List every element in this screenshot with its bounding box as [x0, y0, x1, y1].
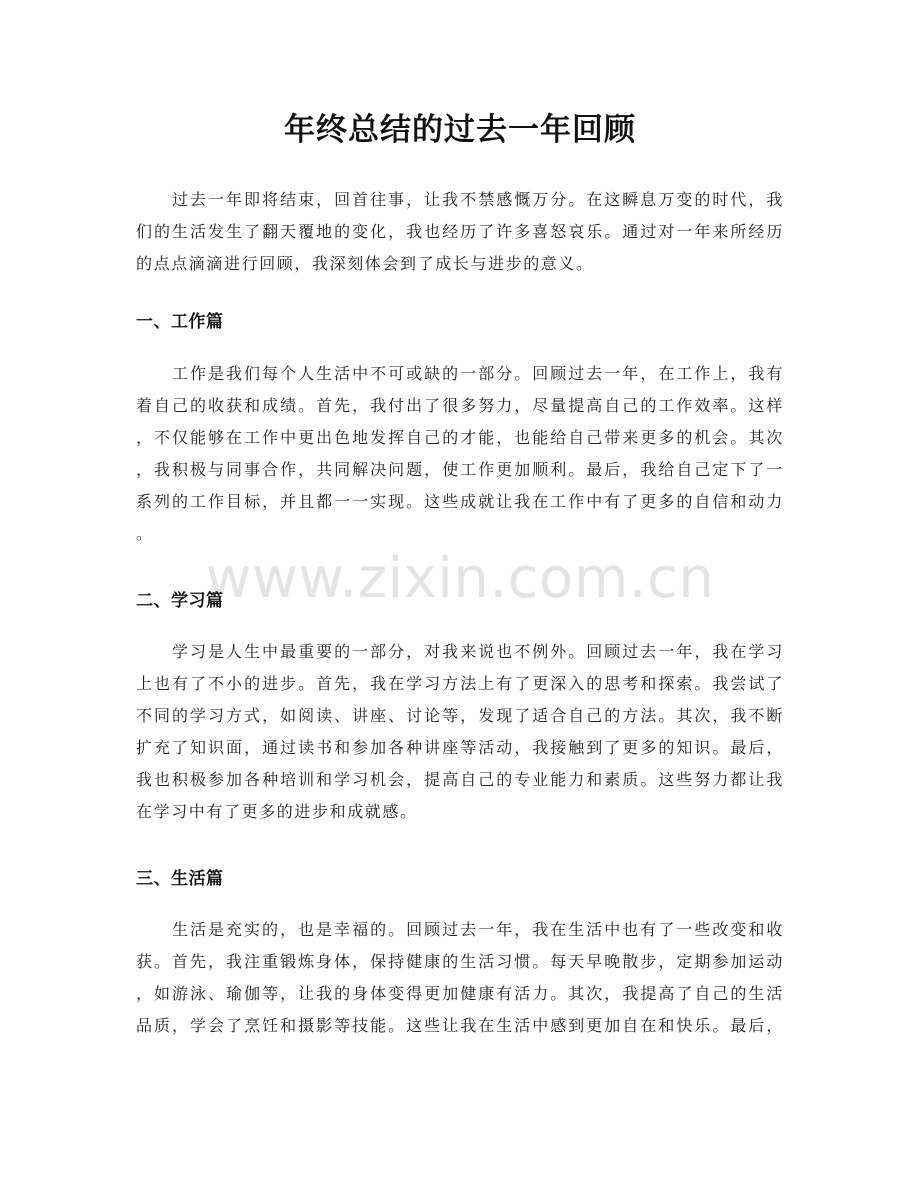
section-heading-life: 三、生活篇 [136, 869, 224, 889]
paragraph-line: 工作是我们每个人生活中不可或缺的一部分。回顾过去一年，在工作上，我有 [172, 364, 784, 383]
paragraph-line: 系列的工作目标，并且都一一实现。这些成就让我在工作中有了更多的自信和动力 [136, 492, 784, 511]
section-paragraph-work [136, 358, 784, 550]
watermark: www.zixin.com.cn [205, 546, 715, 611]
section-heading-study: 二、学习篇 [136, 591, 224, 611]
paragraph-line: 在学习中有了更多的进步和成就感。 [136, 802, 418, 821]
paragraph-line: 。 [136, 524, 154, 543]
paragraph-line: 学习是人生中最重要的一部分，对我来说也不例外。回顾过去一年，我在学习 [172, 642, 784, 661]
paragraph-line: 着自己的收获和成绩。首先，我付出了很多努力，尽量提高自己的工作效率。这样 [136, 396, 784, 415]
intro-paragraph [136, 184, 784, 280]
paragraph-line: ，如游泳、瑜伽等，让我的身体变得更加健康有活力。其次，我提高了自己的生活 [136, 984, 784, 1003]
section-paragraph-life [136, 914, 784, 1042]
section-paragraph-study [136, 636, 784, 828]
paragraph-line: ，不仅能够在工作中更出色地发挥自己的才能，也能给自己带来更多的机会。其次 [136, 428, 784, 447]
paragraph-line: 我也积极参加各种培训和学习机会，提高自己的专业能力和素质。这些努力都让我 [136, 770, 784, 789]
paragraph-line: 生活是充实的，也是幸福的。回顾过去一年，我在生活中也有了一些改变和收 [172, 920, 784, 939]
paragraph-line: 上也有了不小的进步。首先，我在学习方法上有了更深入的思考和探索。我尝试了 [136, 674, 784, 693]
paragraph-line: 的点点滴滴进行回顾，我深刻体会到了成长与进步的意义。 [136, 254, 594, 273]
paragraph-line: 不同的学习方式，如阅读、讲座、讨论等，发现了适合自己的方法。其次，我不断 [136, 706, 784, 725]
paragraph-line: 获。首先，我注重锻炼身体，保持健康的生活习惯。每天早晚散步，定期参加运动 [136, 952, 784, 971]
section-heading-work: 一、工作篇 [136, 312, 224, 332]
paragraph-line: 们的生活发生了翻天覆地的变化，我也经历了许多喜怒哀乐。通过对一年来所经历 [136, 222, 784, 241]
document-title: 年终总结的过去一年回顾 [284, 112, 636, 148]
paragraph-line: ，我积极与同事合作，共同解决问题，使工作更加顺利。最后，我给自己定下了一 [136, 460, 784, 479]
paragraph-line: 品质，学会了烹饪和摄影等技能。这些让我在生活中感到更加自在和快乐。最后， [136, 1016, 784, 1035]
paragraph-line: 扩充了知识面，通过读书和参加各种讲座等活动，我接触到了更多的知识。最后， [136, 738, 784, 757]
paragraph-line: 过去一年即将结束，回首往事，让我不禁感慨万分。在这瞬息万变的时代，我 [172, 190, 784, 209]
